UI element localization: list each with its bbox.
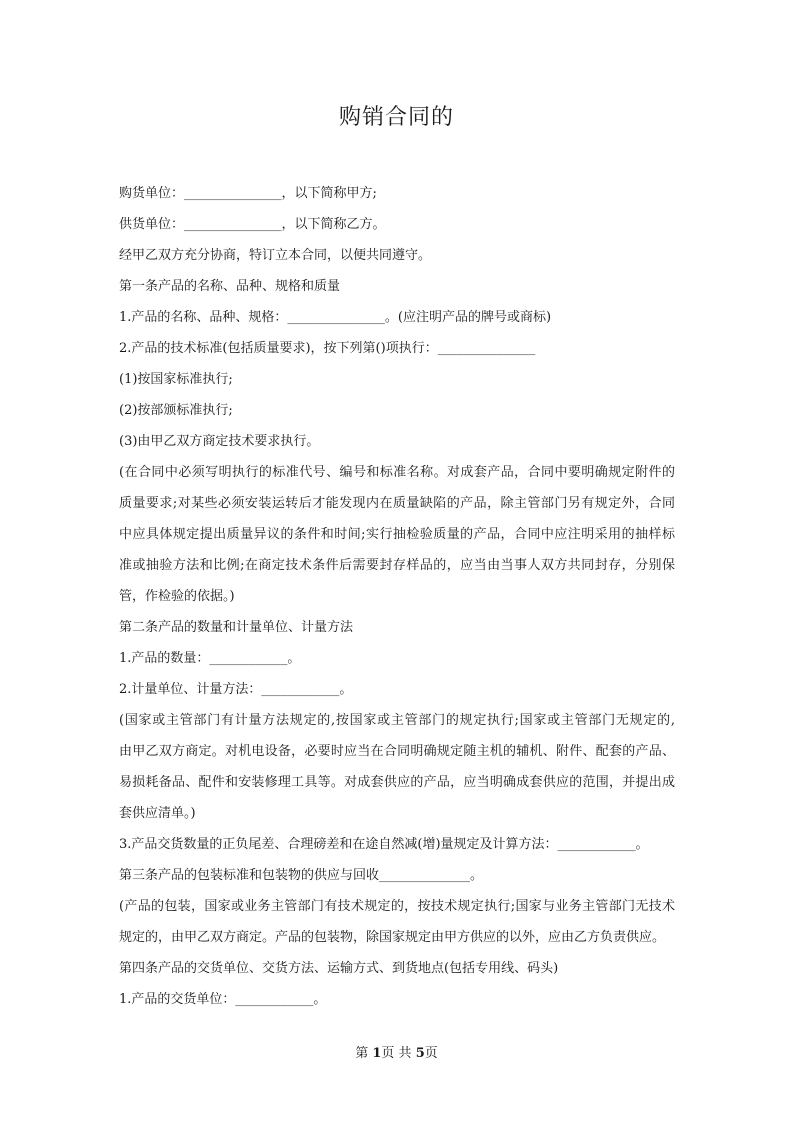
article-2-heading: 第二条产品的数量和计量单位、计量方法 — [119, 620, 354, 635]
paragraph-line: (产品的包装，国家或业务主管部门有技术规定的，按技术规定执行;国家与业务主管部门无技术 — [119, 899, 675, 914]
footer-suffix: 页 — [424, 1046, 438, 1061]
article-3-heading: 第三条产品的包装标准和包装物的供应与回收______________。 — [119, 868, 484, 883]
paragraph-line: 质量要求;对某些必须安装运转后才能发现内在质量缺陷的产品，除主管部门另有规定外，合同 — [119, 496, 675, 511]
clause-1-2: 2.产品的技术标准(包括质量要求)，按下列第()项执行：_______________ — [119, 341, 536, 356]
clause-1-1: 1.产品的名称、品种、规格：_______________。(应注明产品的牌号或商标) — [119, 310, 552, 325]
page-footer — [0, 1042, 793, 1061]
option-3: (3)由甲乙双方商定技术要求执行。 — [119, 434, 320, 449]
option-1: (1)按国家标准执行; — [119, 372, 233, 387]
current-page-number: 1 — [372, 1046, 382, 1061]
paragraph-line: 易损耗备品、配件和安装修理工具等。对成套供应的产品，应当明确成套供应的范围，并提出成 — [119, 775, 675, 790]
option-2: (2)按部颁标准执行; — [119, 403, 233, 418]
document-body — [119, 181, 675, 1018]
article-1-heading: 第一条产品的名称、品种、规格和质量 — [119, 279, 341, 294]
seller-line: 供货单位：_______________，以下简称乙方。 — [119, 217, 386, 232]
document-title: 购销合同的 — [338, 105, 454, 130]
paragraph-line: (国家或主管部门有计量方法规定的,按国家或主管部门的规定执行;国家或主管部门无规定的, — [119, 713, 675, 728]
paragraph-line: 中应具体规定提出质量异议的条件和时间;实行抽检验质量的产品，合同中应注明采用的抽样标 — [119, 527, 675, 542]
total-page-number: 5 — [415, 1046, 425, 1061]
paragraph-line: 准或抽验方法和比例;在商定技术条件后需要封存样品的，应当由当事人双方共同封存，分别保 — [119, 558, 675, 573]
clause-2-3: 3.产品交货数量的正负尾差、合理磅差和在途自然减(增)量规定及计算方法：____________。 — [119, 837, 649, 852]
clause-4-1: 1.产品的交货单位：____________。 — [119, 992, 327, 1007]
paragraph-line: 管，作检验的依据。) — [119, 589, 235, 604]
paragraph-line: 规定的，由甲乙双方商定。产品的包装物，除国家规定由甲方供应的以外，应由乙方负责供应。 — [119, 930, 666, 945]
footer-middle: 页 共 — [381, 1046, 416, 1061]
paragraph-line: (在合同中必须写明执行的标准代号、编号和标准名称。对成套产品，合同中要明确规定附件的 — [119, 465, 675, 480]
packaging-note-paragraph — [119, 894, 675, 956]
quality-note-paragraph — [119, 460, 675, 615]
agreement-line: 经甲乙双方充分协商，特订立本合同，以便共同遵守。 — [119, 248, 432, 263]
article-4-heading: 第四条产品的交货单位、交货方法、运输方式、到货地点(包括专用线、码头) — [119, 961, 559, 976]
buyer-line: 购货单位：_______________，以下简称甲方; — [119, 186, 377, 201]
clause-2-1: 1.产品的数量：____________。 — [119, 651, 301, 666]
paragraph-line: 套供应清单。) — [119, 806, 196, 821]
footer-prefix: 第 — [355, 1046, 373, 1061]
clause-2-2: 2.计量单位、计量方法：____________。 — [119, 682, 353, 697]
measurement-note-paragraph — [119, 708, 675, 832]
paragraph-line: 由甲乙双方商定。对机电设备，必要时应当在合同明确规定随主机的辅机、附件、配套的产品、 — [119, 744, 675, 759]
